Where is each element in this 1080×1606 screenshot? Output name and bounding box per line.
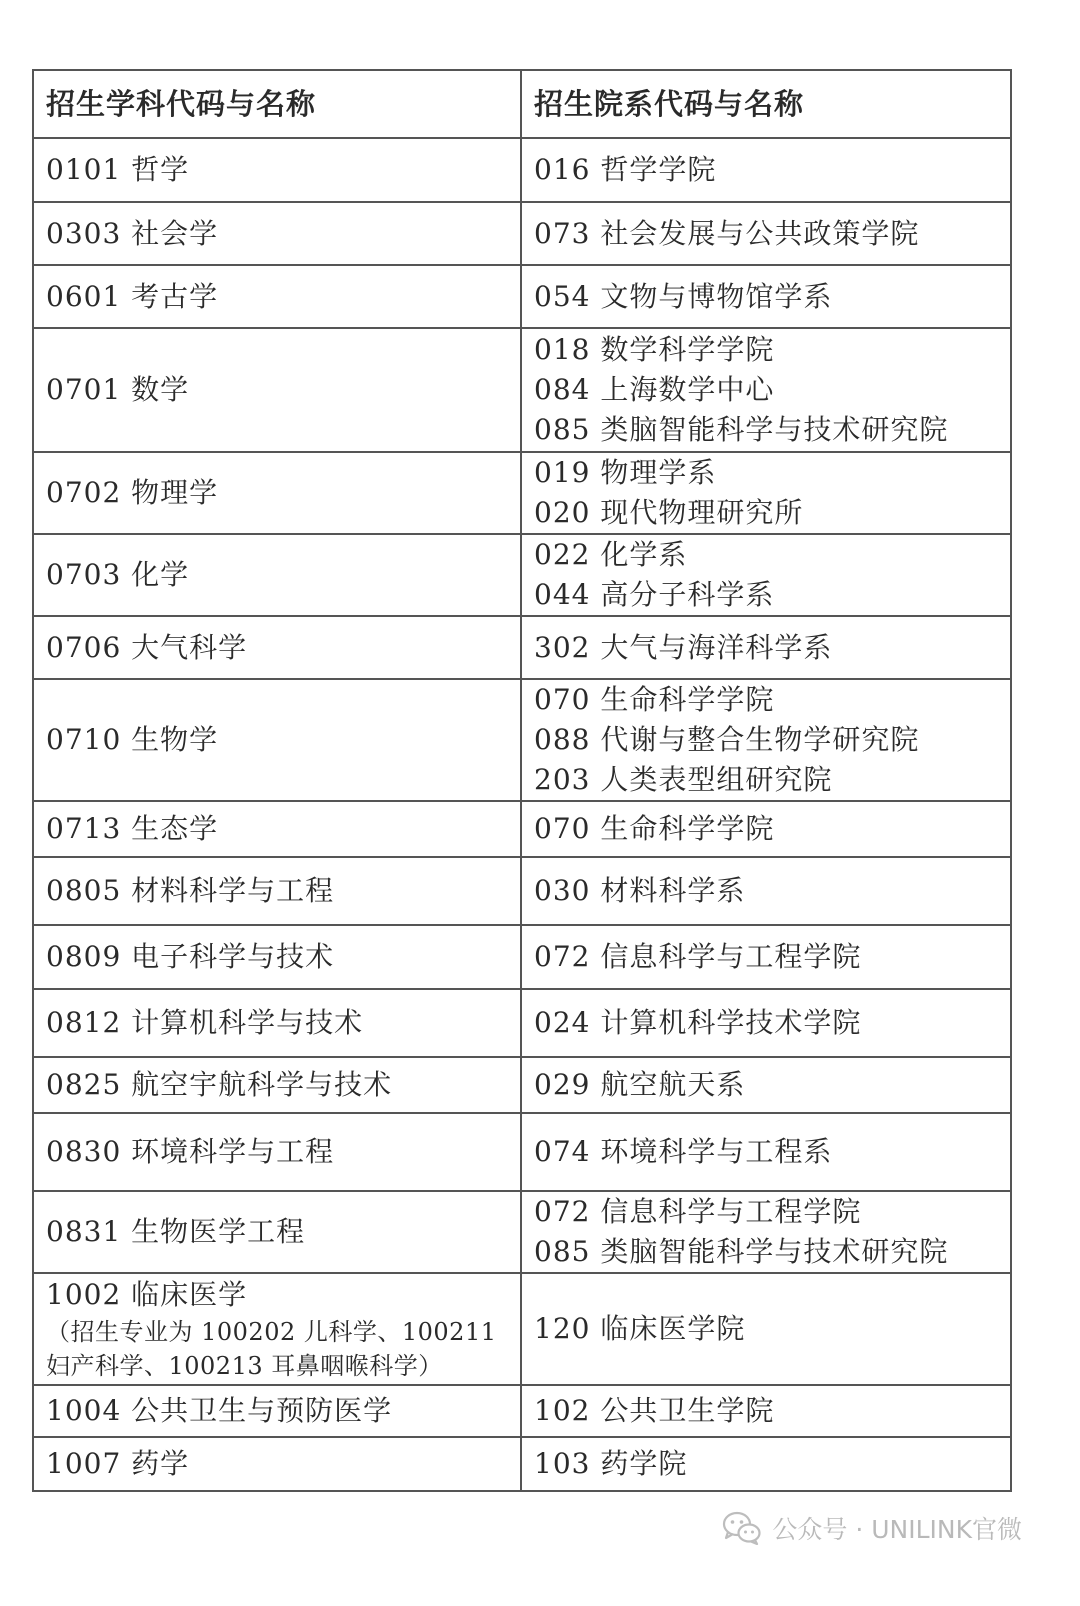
department-cell — [521, 1437, 1011, 1491]
subject-cell — [33, 1385, 521, 1437]
subject-cell — [33, 801, 521, 857]
department-cell — [521, 1113, 1011, 1191]
department-cell — [521, 616, 1011, 679]
department-name: 074 环境科学与工程系 — [534, 1135, 833, 1168]
department-name: 072 信息科学与工程学院 — [534, 1195, 862, 1228]
watermark — [722, 1508, 1022, 1548]
subject-cell — [33, 989, 521, 1057]
department-cell — [521, 1385, 1011, 1437]
department-cell — [521, 328, 1011, 452]
table-row — [33, 138, 1011, 202]
subject-cell — [33, 857, 521, 925]
subject-name: 0710 生物学 — [46, 723, 219, 756]
table-body — [33, 70, 1011, 1491]
subject-name: 0701 数学 — [46, 373, 190, 406]
department-name: 016 哲学学院 — [534, 153, 717, 186]
table-row — [33, 1113, 1011, 1191]
department-name: 020 现代物理研究所 — [534, 496, 804, 529]
subject-cell — [33, 1437, 521, 1491]
subject-name: 1004 公共卫生与预防医学 — [46, 1394, 393, 1427]
department-name: 029 航空航天系 — [534, 1068, 746, 1101]
subject-cell — [33, 1191, 521, 1273]
table-row — [33, 679, 1011, 801]
subject-name: 0703 化学 — [46, 558, 190, 591]
department-name: 030 材料科学系 — [534, 874, 746, 907]
subject-cell — [33, 1273, 521, 1385]
department-name: 018 数学科学学院 — [534, 333, 775, 366]
department-cell — [521, 857, 1011, 925]
enrollment-table — [32, 69, 1012, 1492]
department-cell — [521, 452, 1011, 534]
department-name: 103 药学院 — [534, 1447, 688, 1480]
subject-cell — [33, 265, 521, 328]
subject-name: 0101 哲学 — [46, 153, 190, 186]
subject-name: 0825 航空宇航科学与技术 — [46, 1068, 393, 1101]
department-name: 044 高分子科学系 — [534, 578, 775, 611]
department-name: 102 公共卫生学院 — [534, 1394, 775, 1427]
subject-cell — [33, 1057, 521, 1113]
department-name: 070 生命科学学院 — [534, 812, 775, 845]
subject-cell — [33, 534, 521, 616]
subject-cell — [33, 616, 521, 679]
subject-name: 0830 环境科学与工程 — [46, 1135, 335, 1168]
subject-name: 0809 电子科学与技术 — [46, 940, 335, 973]
department-cell — [521, 801, 1011, 857]
department-cell — [521, 534, 1011, 616]
table-row — [33, 1385, 1011, 1437]
department-name: 302 大气与海洋科学系 — [534, 630, 833, 664]
department-cell — [521, 925, 1011, 989]
department-name: 085 类脑智能科学与技术研究院 — [534, 413, 949, 446]
department-name: 024 计算机科学技术学院 — [534, 1006, 862, 1039]
subject-cell — [33, 138, 521, 202]
department-name: 203 人类表型组研究院 — [534, 763, 833, 796]
subject-cell — [33, 1113, 521, 1191]
subject-cell — [33, 328, 521, 452]
table-row — [33, 265, 1011, 328]
department-name: 088 代谢与整合生物学研究院 — [534, 723, 920, 756]
header-department: 招生院系代码与名称 — [521, 70, 1011, 138]
subject-note: （招生专业为 100202 儿科学、100211 妇产科学、100213 耳鼻咽喉科学） — [46, 1318, 497, 1380]
table-row — [33, 1191, 1011, 1273]
department-cell — [521, 1273, 1011, 1385]
table-row — [33, 616, 1011, 679]
subject-name: 0706 大气科学 — [46, 630, 248, 664]
subject-cell — [33, 202, 521, 265]
department-name: 019 物理学系 — [534, 456, 717, 489]
subject-name: 0702 物理学 — [46, 476, 219, 509]
table-row — [33, 1057, 1011, 1113]
department-name: 085 类脑智能科学与技术研究院 — [534, 1235, 949, 1268]
department-cell — [521, 138, 1011, 202]
subject-name: 0303 社会学 — [46, 216, 219, 250]
subject-cell — [33, 452, 521, 534]
subject-name: 0831 生物医学工程 — [46, 1215, 306, 1248]
watermark-text: 公众号 · UNILINK官微 — [772, 1515, 1022, 1544]
wechat-icon — [722, 1511, 762, 1545]
subject-cell — [33, 925, 521, 989]
subject-name: 1002 临床医学 — [46, 1278, 248, 1311]
table-row — [33, 452, 1011, 534]
header-subject: 招生学科代码与名称 — [33, 70, 521, 138]
table-row — [33, 801, 1011, 857]
department-cell — [521, 989, 1011, 1057]
subject-cell — [33, 679, 521, 801]
department-cell — [521, 265, 1011, 328]
department-cell — [521, 1057, 1011, 1113]
department-name: 073 社会发展与公共政策学院 — [534, 216, 920, 250]
table-row — [33, 857, 1011, 925]
department-name: 054 文物与博物馆学系 — [534, 279, 833, 313]
table-row — [33, 1437, 1011, 1491]
department-name: 070 生命科学学院 — [534, 683, 775, 716]
table-row — [33, 1273, 1011, 1385]
department-name: 072 信息科学与工程学院 — [534, 940, 862, 973]
department-name: 022 化学系 — [534, 538, 688, 571]
department-name: 120 临床医学院 — [534, 1312, 746, 1345]
subject-name: 1007 药学 — [46, 1447, 190, 1480]
table-row — [33, 202, 1011, 265]
subject-name: 0812 计算机科学与技术 — [46, 1006, 364, 1039]
subject-name: 0805 材料科学与工程 — [46, 874, 335, 907]
table-header-row — [33, 70, 1011, 138]
table-row — [33, 328, 1011, 452]
department-cell — [521, 1191, 1011, 1273]
table-row — [33, 925, 1011, 989]
subject-name: 0713 生态学 — [46, 812, 219, 845]
department-name: 084 上海数学中心 — [534, 373, 775, 406]
department-cell — [521, 679, 1011, 801]
table-row — [33, 534, 1011, 616]
subject-name: 0601 考古学 — [46, 279, 219, 313]
department-cell — [521, 202, 1011, 265]
table-row — [33, 989, 1011, 1057]
